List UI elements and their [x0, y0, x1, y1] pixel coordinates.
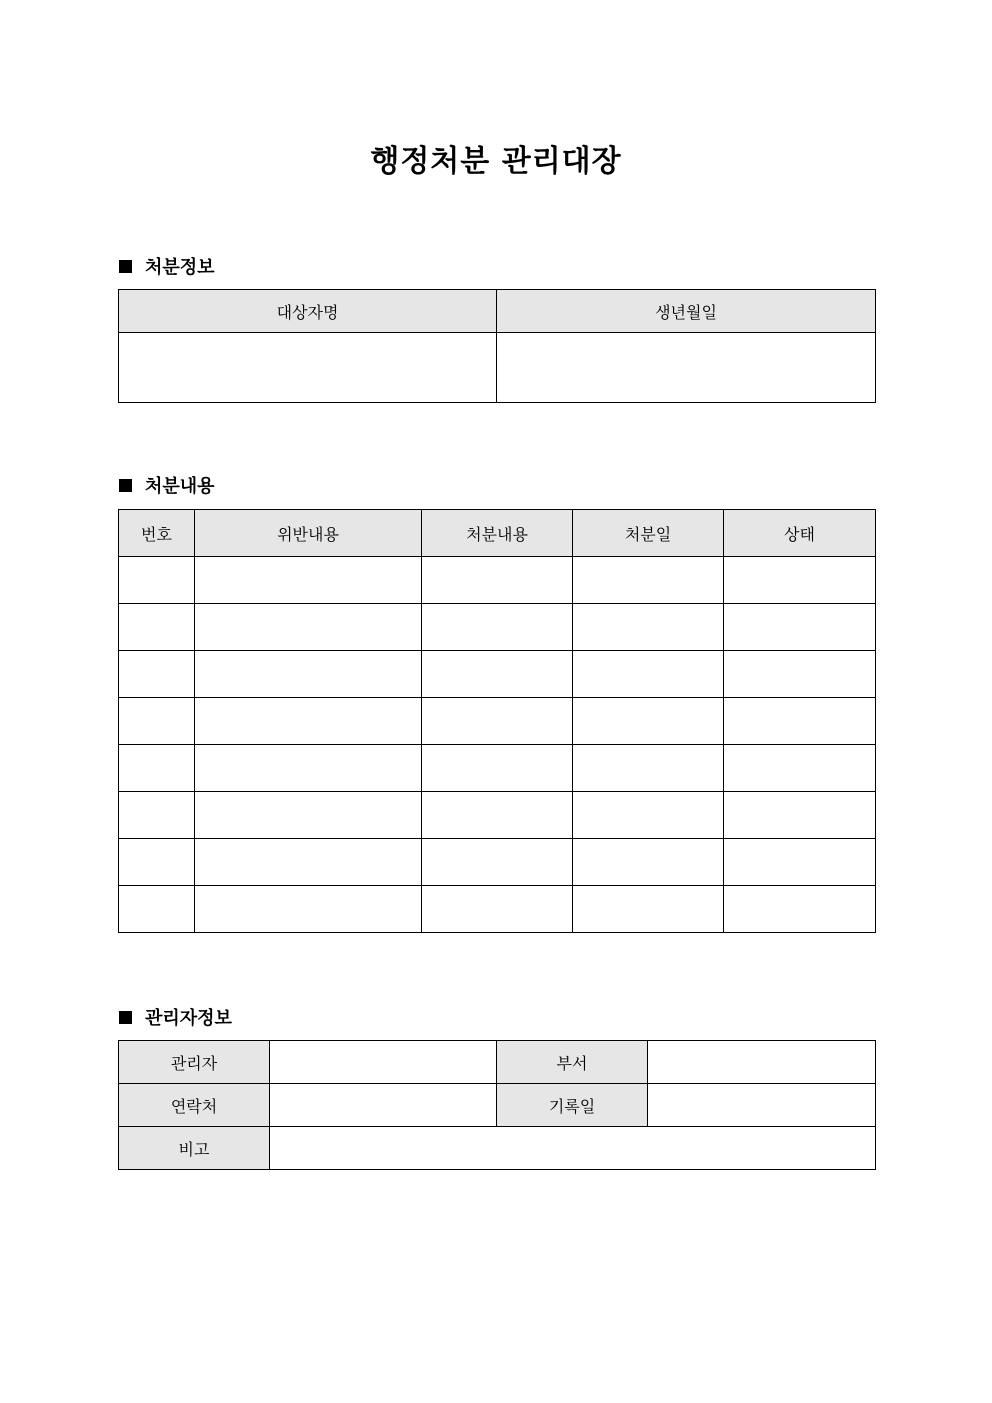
table-row — [119, 557, 876, 604]
label-contact: 연락처 — [119, 1084, 270, 1127]
table-row — [119, 792, 876, 839]
content-table — [118, 509, 876, 933]
table-row — [119, 745, 876, 792]
status-cell[interactable] — [724, 604, 876, 651]
header-target-name: 대상자명 — [119, 290, 497, 333]
number-cell[interactable] — [119, 604, 195, 651]
disposition-date-cell[interactable] — [573, 651, 724, 698]
violation-cell[interactable] — [195, 839, 422, 886]
status-cell[interactable] — [724, 651, 876, 698]
section-heading-content — [119, 472, 215, 498]
contact-value-cell[interactable] — [270, 1084, 497, 1127]
square-bullet-icon — [119, 260, 132, 273]
violation-cell[interactable] — [195, 698, 422, 745]
label-manager: 관리자 — [119, 1041, 270, 1084]
section-heading-label: 처분내용 — [145, 476, 215, 497]
disposition-cell[interactable] — [422, 698, 573, 745]
square-bullet-icon — [119, 1011, 132, 1024]
violation-cell[interactable] — [195, 745, 422, 792]
disposition-date-cell[interactable] — [573, 839, 724, 886]
header-disposition-date: 처분일 — [573, 510, 724, 557]
number-cell[interactable] — [119, 651, 195, 698]
disposition-date-cell[interactable] — [573, 698, 724, 745]
status-cell[interactable] — [724, 745, 876, 792]
disposition-cell[interactable] — [422, 651, 573, 698]
square-bullet-icon — [119, 479, 132, 492]
record-date-value-cell[interactable] — [648, 1084, 876, 1127]
section-heading-label: 관리자정보 — [145, 1008, 232, 1029]
disposition-cell[interactable] — [422, 886, 573, 933]
disposition-cell[interactable] — [422, 557, 573, 604]
number-cell[interactable] — [119, 698, 195, 745]
disposition-date-cell[interactable] — [573, 557, 724, 604]
disposition-cell[interactable] — [422, 604, 573, 651]
section-heading-label: 처분정보 — [145, 257, 215, 278]
number-cell[interactable] — [119, 557, 195, 604]
violation-cell[interactable] — [195, 886, 422, 933]
info-table — [118, 289, 876, 403]
violation-cell[interactable] — [195, 557, 422, 604]
remarks-value-cell[interactable] — [270, 1127, 876, 1170]
birthdate-cell[interactable] — [497, 333, 876, 403]
content-rows — [119, 557, 876, 933]
target-name-cell[interactable] — [119, 333, 497, 403]
header-number: 번호 — [119, 510, 195, 557]
disposition-cell[interactable] — [422, 792, 573, 839]
table-row — [119, 886, 876, 933]
disposition-cell[interactable] — [422, 745, 573, 792]
table-row — [119, 651, 876, 698]
label-remarks: 비고 — [119, 1127, 270, 1170]
label-department: 부서 — [497, 1041, 648, 1084]
table-row — [119, 839, 876, 886]
label-record-date: 기록일 — [497, 1084, 648, 1127]
number-cell[interactable] — [119, 839, 195, 886]
disposition-date-cell[interactable] — [573, 792, 724, 839]
manager-value-cell[interactable] — [270, 1041, 497, 1084]
table-row — [119, 604, 876, 651]
number-cell[interactable] — [119, 792, 195, 839]
header-disposition: 처분내용 — [422, 510, 573, 557]
page-title: 행정처분 관리대장 — [370, 144, 622, 179]
table-row — [119, 698, 876, 745]
status-cell[interactable] — [724, 886, 876, 933]
violation-cell[interactable] — [195, 651, 422, 698]
disposition-date-cell[interactable] — [573, 886, 724, 933]
status-cell[interactable] — [724, 557, 876, 604]
disposition-date-cell[interactable] — [573, 745, 724, 792]
disposition-date-cell[interactable] — [573, 604, 724, 651]
status-cell[interactable] — [724, 698, 876, 745]
violation-cell[interactable] — [195, 604, 422, 651]
section-heading-info — [119, 253, 215, 279]
header-status: 상태 — [724, 510, 876, 557]
header-birthdate: 생년월일 — [497, 290, 876, 333]
violation-cell[interactable] — [195, 792, 422, 839]
section-heading-manager — [119, 1004, 232, 1030]
header-violation: 위반내용 — [195, 510, 422, 557]
department-value-cell[interactable] — [648, 1041, 876, 1084]
number-cell[interactable] — [119, 886, 195, 933]
number-cell[interactable] — [119, 745, 195, 792]
manager-table — [118, 1040, 876, 1170]
disposition-cell[interactable] — [422, 839, 573, 886]
status-cell[interactable] — [724, 839, 876, 886]
status-cell[interactable] — [724, 792, 876, 839]
